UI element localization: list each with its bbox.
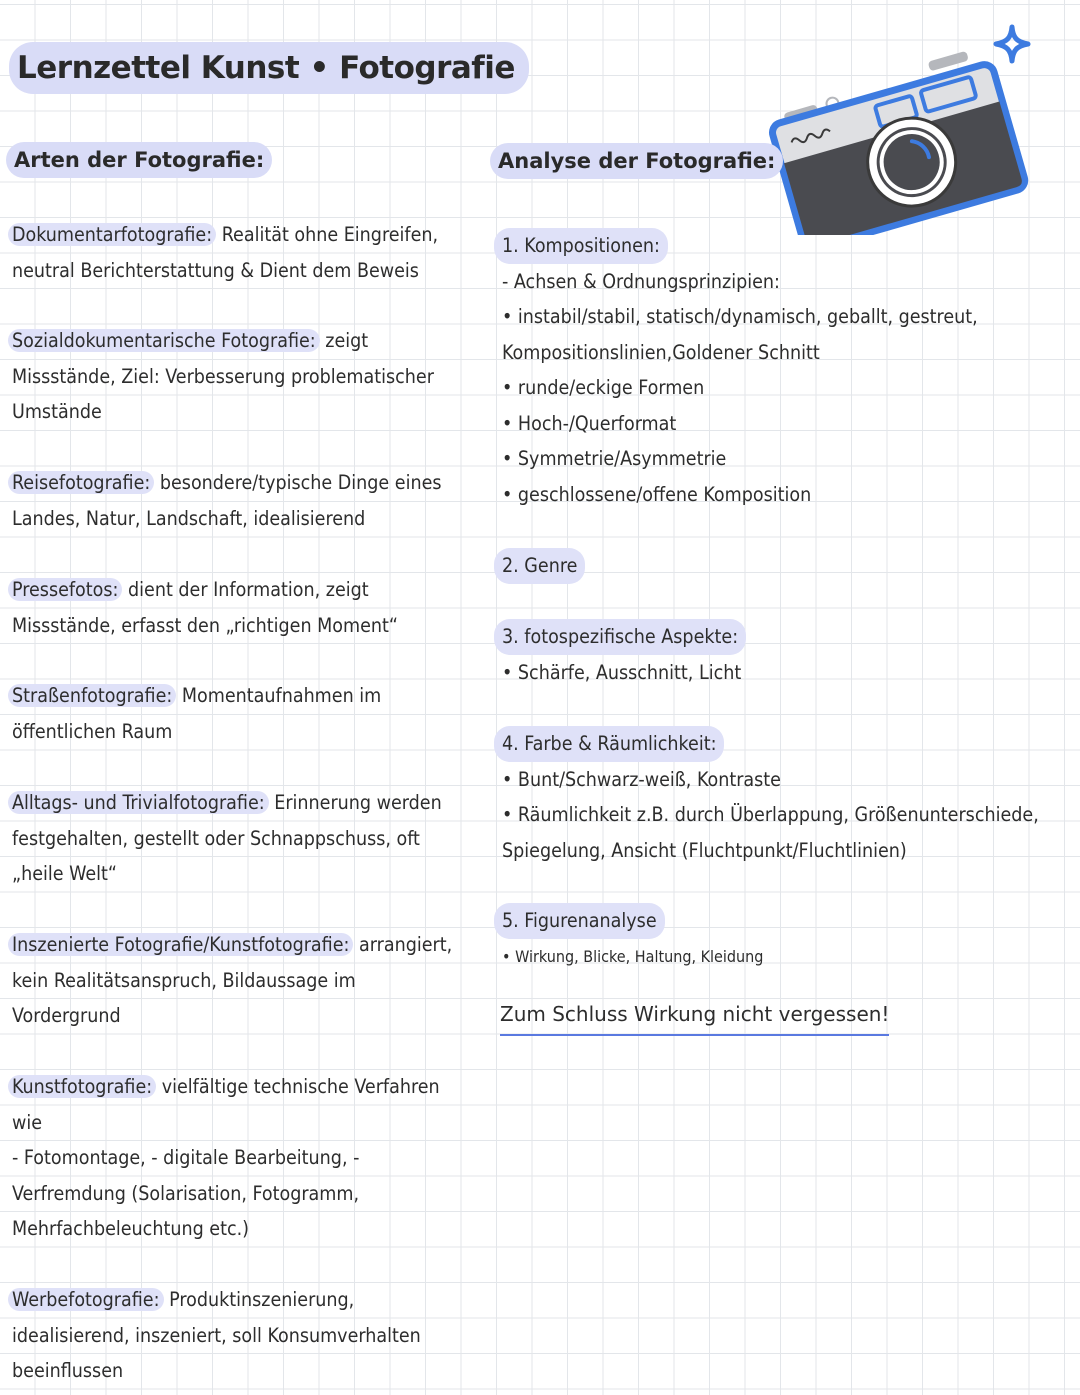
entry-line: Missstände, Ziel: Verbesserung problematischer — [12, 364, 434, 388]
section-line: • Hoch-/Querformat — [502, 411, 677, 435]
entry-kunstfotografie — [12, 1069, 482, 1247]
entry-line: neutral Berichterstattung & Dient dem Beweis — [12, 258, 419, 282]
entry-line: kein Realitätsanspruch, Bildaussage im — [12, 968, 356, 992]
left-heading: Arten der Fotografie: — [6, 142, 272, 178]
entry-term: Inszenierte Fotografie/Kunstfotografie: — [8, 933, 353, 956]
section-line: • instabil/stabil, statisch/dynamisch, geballt, gestreut, — [502, 305, 978, 328]
entry-term: Sozialdokumentarische Fotografie: — [8, 329, 320, 352]
entry-sozialdokumentarisch — [12, 323, 482, 430]
final-note: Zum Schluss Wirkung nicht vergessen! — [500, 996, 889, 1036]
section-kompositionen — [502, 228, 1062, 512]
section-line: • Wirkung, Blicke, Haltung, Kleidung — [502, 946, 764, 966]
section-head: 4. Farbe & Räumlichkeit: — [494, 726, 724, 762]
section-line: • geschlossene/offene Komposition — [502, 482, 812, 506]
entry-line: öffentlichen Raum — [12, 719, 173, 743]
section-farbe-raeumlichkeit — [502, 726, 1062, 868]
section-line: - Achsen & Ordnungsprinzipien: — [502, 269, 780, 293]
entry-line: Mehrfachbeleuchtung etc.) — [12, 1217, 250, 1240]
entry-line: wie — [12, 1110, 43, 1134]
section-head: 1. Kompositionen: — [494, 228, 668, 264]
section-line: • runde/eckige Formen — [502, 376, 705, 399]
entry-term: Reisefotografie: — [8, 471, 154, 494]
entry-werbefotografie — [12, 1282, 482, 1389]
entry-line: - Fotomontage, - digitale Bearbeitung, - — [12, 1146, 360, 1169]
entry-line: festgehalten, gestellt oder Schnappschuss, oft — [12, 826, 420, 850]
entry-line: Produktinszenierung, — [163, 1288, 355, 1311]
entry-term: Pressefotos: — [8, 578, 122, 601]
section-line: • Schärfe, Ausschnitt, Licht — [502, 660, 742, 684]
entry-line: idealisierend, inszeniert, soll Konsumverhalten — [12, 1323, 421, 1347]
entry-line: zeigt — [319, 329, 369, 352]
section-figurenanalyse — [502, 903, 1062, 974]
section-head: 2. Genre — [494, 548, 585, 584]
entry-inszenierte-fotografie — [12, 927, 482, 1034]
entry-dokumentarfotografie — [12, 217, 482, 288]
section-head: 5. Figurenanalyse — [494, 903, 665, 939]
entry-line: Realität ohne Eingreifen, — [216, 223, 439, 246]
entry-reisefotografie — [12, 465, 482, 536]
entry-line: besondere/typische Dinge eines — [154, 471, 442, 494]
section-fotospezifische-aspekte — [502, 619, 1062, 690]
entry-alltagsfotografie — [12, 785, 482, 892]
section-head: 3. fotospezifische Aspekte: — [494, 619, 746, 655]
entry-line: Verfremdung (Solarisation, Fotogramm, — [12, 1181, 360, 1205]
section-line: Kompositionslinien,Goldener Schnitt — [502, 340, 820, 364]
section-line: • Symmetrie/Asymmetrie — [502, 447, 727, 470]
entry-line: Vordergrund — [12, 1004, 121, 1027]
entry-pressefotos — [12, 572, 482, 643]
entry-line: vielfältige technische Verfahren — [156, 1075, 440, 1098]
section-line: • Bunt/Schwarz-weiß, Kontraste — [502, 767, 781, 791]
entry-line: Momentaufnahmen im — [176, 684, 382, 707]
sparkle-icon — [990, 24, 1034, 64]
right-heading: Analyse der Fotografie: — [490, 143, 783, 179]
entry-line: Umstände — [12, 400, 102, 423]
entry-line: „heile Welt“ — [12, 862, 117, 885]
section-line: Spiegelung, Ansicht (Fluchtpunkt/Fluchtlinien) — [502, 838, 907, 862]
entry-line: Erinnerung werden — [268, 791, 442, 814]
entry-term: Dokumentarfotografie: — [8, 223, 216, 246]
page-title: Lernzettel Kunst • Fotografie — [9, 42, 529, 94]
entry-line: dient der Information, zeigt — [122, 578, 369, 601]
entry-line: arrangiert, — [353, 933, 453, 956]
section-genre — [502, 548, 1062, 584]
entry-strassenfotografie — [12, 678, 482, 749]
entry-line: beeinflussen — [12, 1359, 124, 1382]
entry-line: Landes, Natur, Landschaft, idealisierend — [12, 506, 366, 530]
entry-term: Alltags- und Trivialfotografie: — [8, 791, 269, 814]
section-line: • Räumlichkeit z.B. durch Überlappung, Größenunterschiede, — [502, 803, 1039, 826]
entry-term: Werbefotografie: — [8, 1288, 164, 1311]
entry-line: Missstände, erfasst den „richtigen Moment“ — [12, 613, 398, 637]
entry-term: Kunstfotografie: — [8, 1075, 156, 1098]
entry-term: Straßenfotografie: — [8, 684, 176, 707]
